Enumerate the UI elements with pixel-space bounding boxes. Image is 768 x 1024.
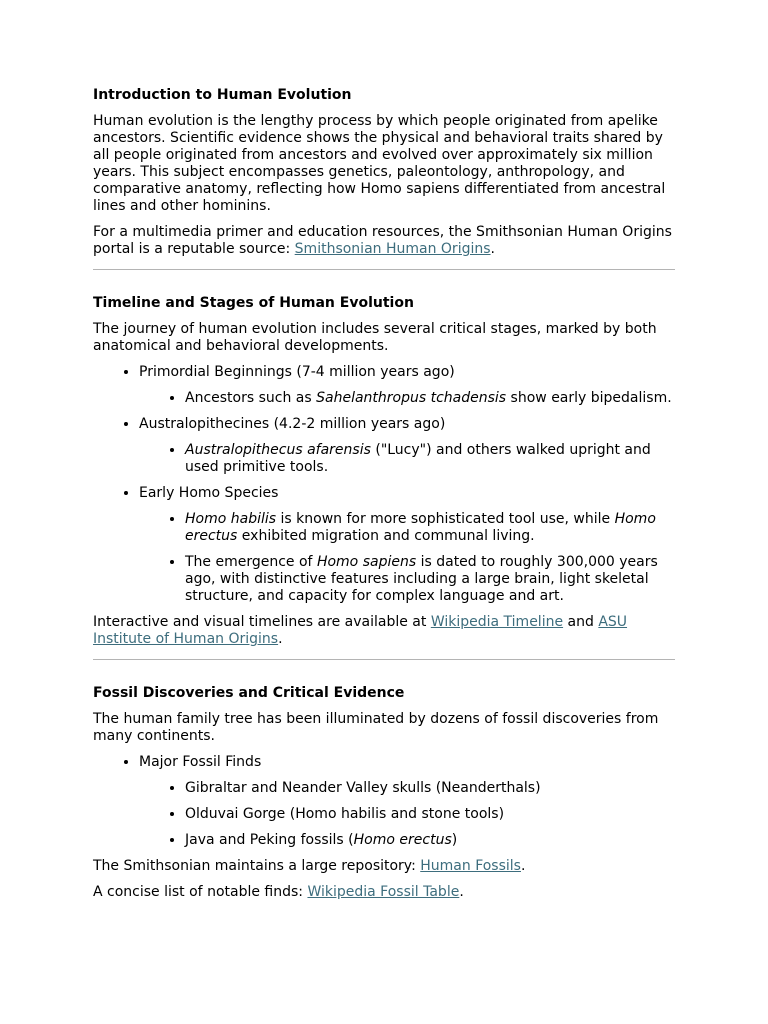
intro-paragraph: Human evolution is the lengthy process by which people originated from apelike ancestors. Scientific evidence shows the physical and behavioral traits shared by all people originated from ancestors and evolved over approximately six million years. This subject encompasses genetics, paleontology, anthropology, and comparative anatomy, reflecting how Homo sapiens differentiated from ancestral lines and other hominins. [93,113,666,214]
sub-list [139,511,675,605]
list-item: • Ancestors such as Sahelanthropus tchadensis show early bipedalism. [185,390,675,407]
timeline-links-paragraph: Interactive and visual timelines are available at Wikipedia Timeline and ASU Institute of Human Origins. [93,614,628,647]
smithsonian-paragraph: For a multimedia primer and education resources, the Smithsonian Human Origins portal is a reputable source: Smithsonian Human Origins. [93,224,672,257]
wikipedia-fossil-table-link[interactable]: Wikipedia Fossil Table [307,884,460,900]
section-heading-introduction: Introduction to Human Evolution [93,87,352,103]
list-item: • Australopithecines (4.2-2 million years ago) • Australopithecus afarensis ("Lucy") and others walked upright and used primitive tools. [139,416,675,476]
smithsonian-human-origins-link[interactable]: Smithsonian Human Origins [294,241,491,257]
sub-list [139,442,675,476]
fossils-intro: The human family tree has been illuminated by dozens of fossil discoveries from many continents. [93,711,659,744]
list-item: • Java and Peking fossils (Homo erectus) [185,832,675,849]
list-item: • Early Homo Species • Homo habilis is known for more sophisticated tool use, while Homo erectus exhibited migration and communal living. • The emergence of Homo sapiens is dated to roughly 300,000 years ago, with distinctive features including a large brain, light skeletal structure, and capacity for complex language and art. [139,485,675,605]
section-heading-fossils: Fossil Discoveries and Critical Evidence [93,685,405,701]
timeline-stage-list [93,364,675,605]
human-fossils-link[interactable]: Human Fossils [420,858,521,874]
repository-paragraph: The Smithsonian maintains a large repository: Human Fossils. [93,858,526,874]
list-item: • Homo habilis is known for more sophisticated tool use, while Homo erectus exhibited migration and communal living. [185,511,675,545]
list-item: • The emergence of Homo sapiens is dated to roughly 300,000 years ago, with distinctive features including a large brain, light skeletal structure, and capacity for complex language and art. [185,554,675,605]
fossil-list [93,754,675,849]
list-item: • Gibraltar and Neander Valley skulls (Neanderthals) [185,780,675,797]
wikipedia-timeline-link[interactable]: Wikipedia Timeline [430,614,564,630]
timeline-intro: The journey of human evolution includes several critical stages, marked by both anatomical and behavioral developments. [93,321,657,354]
section-divider [93,659,675,660]
fossil-table-paragraph: A concise list of notable finds: Wikipedia Fossil Table. [93,884,464,900]
asu-institute-link[interactable]: ASU Institute of Human Origins [93,614,628,647]
section-heading-timeline: Timeline and Stages of Human Evolution [93,295,414,311]
sub-list [139,390,675,407]
document-body [93,86,675,910]
list-item: • Australopithecus afarensis ("Lucy") and others walked upright and used primitive tools. [185,442,675,476]
list-item: • Olduvai Gorge (Homo habilis and stone tools) [185,806,675,823]
list-item: • Major Fossil Finds • Gibraltar and Neander Valley skulls (Neanderthals) • Olduvai Gorge (Homo habilis and stone tools) • Java and Peking fossils (Homo erectus) [139,754,675,849]
section-divider [93,269,675,270]
sub-list [139,780,675,849]
list-item: • Primordial Beginnings (7-4 million years ago) • Ancestors such as Sahelanthropus tchadensis show early bipedalism. [139,364,675,407]
